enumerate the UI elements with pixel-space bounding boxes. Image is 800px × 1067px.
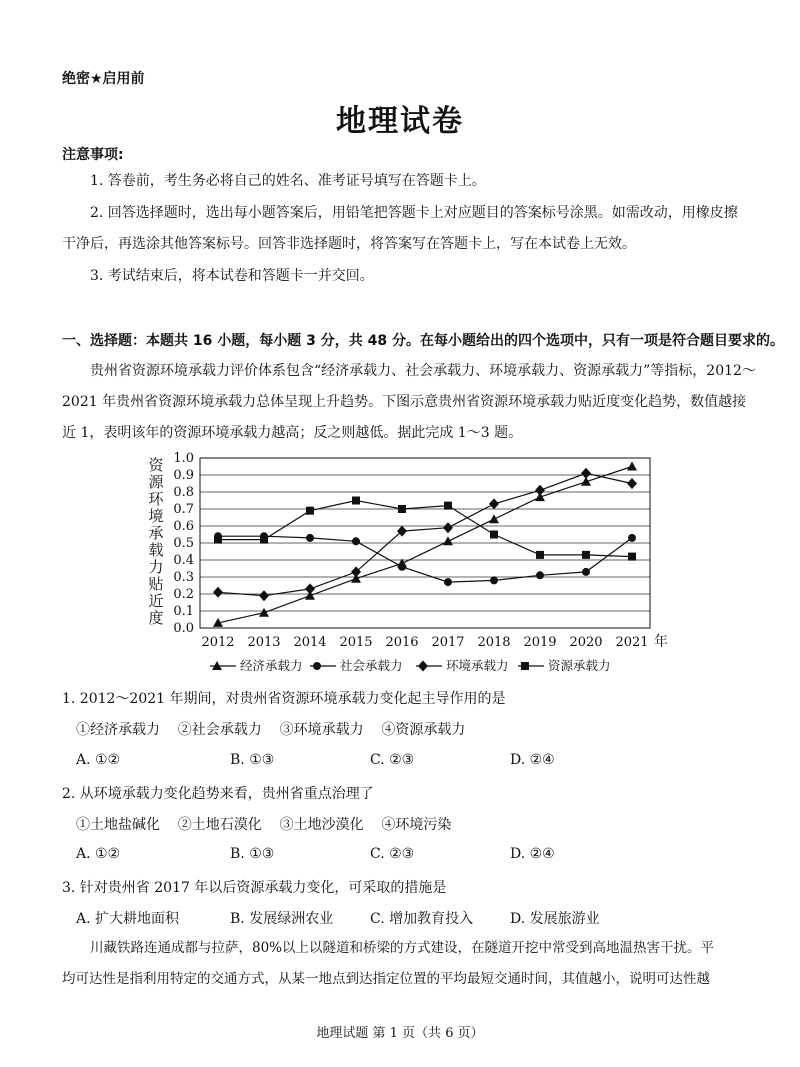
- data-point: [352, 537, 360, 545]
- series-line-1: [218, 467, 632, 623]
- notice-item: 干净后，再选涂其他答案标号。回答非选择题时，将答案写在答题卡上，写在本试卷上无效。: [62, 236, 636, 252]
- chart-series: [213, 462, 637, 627]
- notice-item: 2. 回答选择题时，选出每小题答案后，用铅笔把答题卡上对应题目的答案标号涂黑。如需改动，用橡皮擦: [90, 205, 738, 221]
- y-tick-label: 0.6: [173, 519, 194, 534]
- question-3-option-b[interactable]: B. 发展绿洲农业: [230, 911, 334, 927]
- data-point: [259, 608, 269, 617]
- data-point: [627, 478, 637, 489]
- chart-ylabel: [148, 456, 164, 627]
- data-point: [489, 514, 499, 523]
- data-point: [443, 536, 453, 545]
- question-1-option-c[interactable]: C. ②③: [370, 752, 415, 768]
- y-tick-label: 0.2: [173, 587, 194, 602]
- data-point: [627, 462, 637, 471]
- question-2-option-c[interactable]: C. ②③: [370, 846, 415, 862]
- x-tick-label: 2020: [569, 635, 603, 650]
- ylabel-char: 承: [148, 524, 164, 542]
- intro-line: 近 1，表明该年的资源环境承载力越高；反之则越低。据此完成 1～3 题。: [62, 425, 523, 441]
- question-3-stem: 3. 针对贵州省 2017 年以后资源承载力变化，可采取的措施是: [62, 880, 447, 896]
- x-tick-label: 2018: [477, 635, 511, 650]
- ylabel-char: 资: [148, 456, 164, 474]
- ylabel-char: 度: [148, 609, 164, 627]
- data-point: [581, 468, 591, 479]
- y-tick-label: 0.7: [173, 502, 194, 517]
- data-point: [536, 571, 544, 579]
- question-3-option-a[interactable]: A. 扩大耕地面积: [76, 911, 180, 927]
- page-footer: 地理试题 第 1 页（共 6 页）: [316, 1026, 484, 1041]
- ylabel-char: 近: [148, 592, 164, 610]
- x-tick-label: 2017: [431, 635, 465, 650]
- y-tick-label: 0.5: [173, 536, 194, 551]
- question-1-option-b[interactable]: B. ①③: [230, 752, 275, 768]
- y-tick-label: 0.4: [173, 553, 194, 568]
- legend-label: 社会承载力: [340, 658, 403, 673]
- x-tick-label: 2016: [385, 635, 419, 650]
- data-point: [490, 531, 498, 539]
- question-1-stem: 1. 2012～2021 年期间，对贵州省资源环境承载力变化起主导作用的是: [62, 691, 506, 707]
- question-1-option-a[interactable]: A. ①②: [76, 752, 121, 768]
- legend-marker: [313, 662, 321, 670]
- page-title: 地理试卷: [336, 104, 464, 139]
- data-point: [214, 536, 222, 544]
- ylabel-char: 源: [148, 473, 164, 491]
- data-point: [398, 505, 406, 513]
- y-tick-label: 0.0: [173, 621, 194, 636]
- question-2-option-a[interactable]: A. ①②: [76, 846, 121, 862]
- ylabel-char: 贴: [148, 575, 164, 593]
- chart-x-ticks: [201, 633, 668, 650]
- data-point: [535, 485, 545, 496]
- data-point: [628, 553, 636, 561]
- y-tick-label: 0.3: [173, 570, 194, 585]
- question-2-stem: 2. 从环境承载力变化趋势来看，贵州省重点治理了: [62, 786, 374, 802]
- ylabel-char: 载: [148, 541, 164, 559]
- legend-label: 环境承载力: [446, 658, 509, 673]
- question-2-items: ①土地盐碱化 ②土地石漠化 ③土地沙漠化 ④环境污染: [76, 817, 452, 833]
- question-2-option-d[interactable]: D. ②④: [510, 846, 555, 862]
- data-point: [306, 534, 314, 542]
- x-tick-label: 2021: [615, 635, 649, 650]
- question-1-items: ①经济承载力 ②社会承载力 ③环境承载力 ④资源承载力: [76, 722, 466, 738]
- x-axis-label: 年: [654, 634, 668, 650]
- ylabel-char: 境: [148, 507, 164, 525]
- data-point: [444, 502, 452, 510]
- x-tick-label: 2012: [201, 635, 235, 650]
- data-point: [213, 587, 223, 598]
- data-point: [582, 551, 590, 559]
- data-point: [628, 534, 636, 542]
- section-heading: 一、选择题：本题共 16 小题，每小题 3 分，共 48 分。在每小题给出的四个选项中，只有一项是符合题目要求的。: [62, 333, 784, 349]
- data-point: [444, 578, 452, 586]
- x-tick-label: 2014: [293, 635, 327, 650]
- passage-line: 川藏铁路连通成都与拉萨，80%以上以隧道和桥梁的方式建设，在隧道开挖中常受到高地温热害干扰。平: [90, 940, 715, 956]
- y-tick-label: 1.0: [173, 451, 194, 466]
- notice-item: 3. 考试结束后，将本试卷和答题卡一并交回。: [90, 268, 374, 284]
- legend-marker: [418, 661, 428, 672]
- data-point: [398, 563, 406, 571]
- data-point: [305, 583, 315, 594]
- y-tick-label: 0.8: [173, 485, 194, 500]
- data-point: [582, 568, 590, 576]
- intro-line: 贵州省资源环境承载力评价体系包含“经济承载力、社会承载力、环境承载力、资源承载力”等指标，2012～: [90, 363, 756, 379]
- intro-line: 2021 年贵州省资源环境承载力总体呈现上升趋势。下图示意贵州省资源环境承载力贴近度变化趋势，数值越接: [62, 394, 747, 410]
- legend-label: 经济承载力: [240, 658, 303, 673]
- ylabel-char: 环: [148, 490, 164, 508]
- x-tick-label: 2013: [247, 635, 281, 650]
- notice-item: 1. 答卷前，考生务必将自己的姓名、准考证号填写在答题卡上。: [90, 173, 486, 189]
- secret-label: 绝密★启用前: [62, 71, 145, 87]
- x-tick-label: 2015: [339, 635, 373, 650]
- data-point: [490, 576, 498, 584]
- question-3-option-c[interactable]: C. 增加教育投入: [370, 911, 474, 927]
- ylabel-char: 力: [148, 558, 164, 576]
- y-tick-label: 0.1: [173, 604, 194, 619]
- legend-label: 资源承载力: [548, 658, 611, 673]
- data-point: [489, 498, 499, 509]
- data-point: [536, 551, 544, 559]
- question-1-option-d[interactable]: D. ②④: [510, 752, 555, 768]
- question-3-option-d[interactable]: D. 发展旅游业: [510, 911, 600, 927]
- passage-line: 均可达性是指利用特定的交通方式，从某一地点到达指定位置的平均最短交通时间，其值越小，说明可达性越: [62, 971, 710, 987]
- x-tick-label: 2019: [523, 635, 557, 650]
- data-point: [260, 536, 268, 544]
- chart-legend: [210, 658, 611, 673]
- data-point: [259, 590, 269, 601]
- data-point: [306, 507, 314, 515]
- data-point: [352, 497, 360, 505]
- chart-y-ticks: [173, 451, 194, 636]
- y-tick-label: 0.9: [173, 468, 194, 483]
- question-2-option-b[interactable]: B. ①③: [230, 846, 275, 862]
- legend-marker: [521, 662, 529, 670]
- line-chart: [140, 451, 668, 684]
- notice-heading: 注意事项:: [62, 147, 124, 163]
- data-point: [443, 522, 453, 533]
